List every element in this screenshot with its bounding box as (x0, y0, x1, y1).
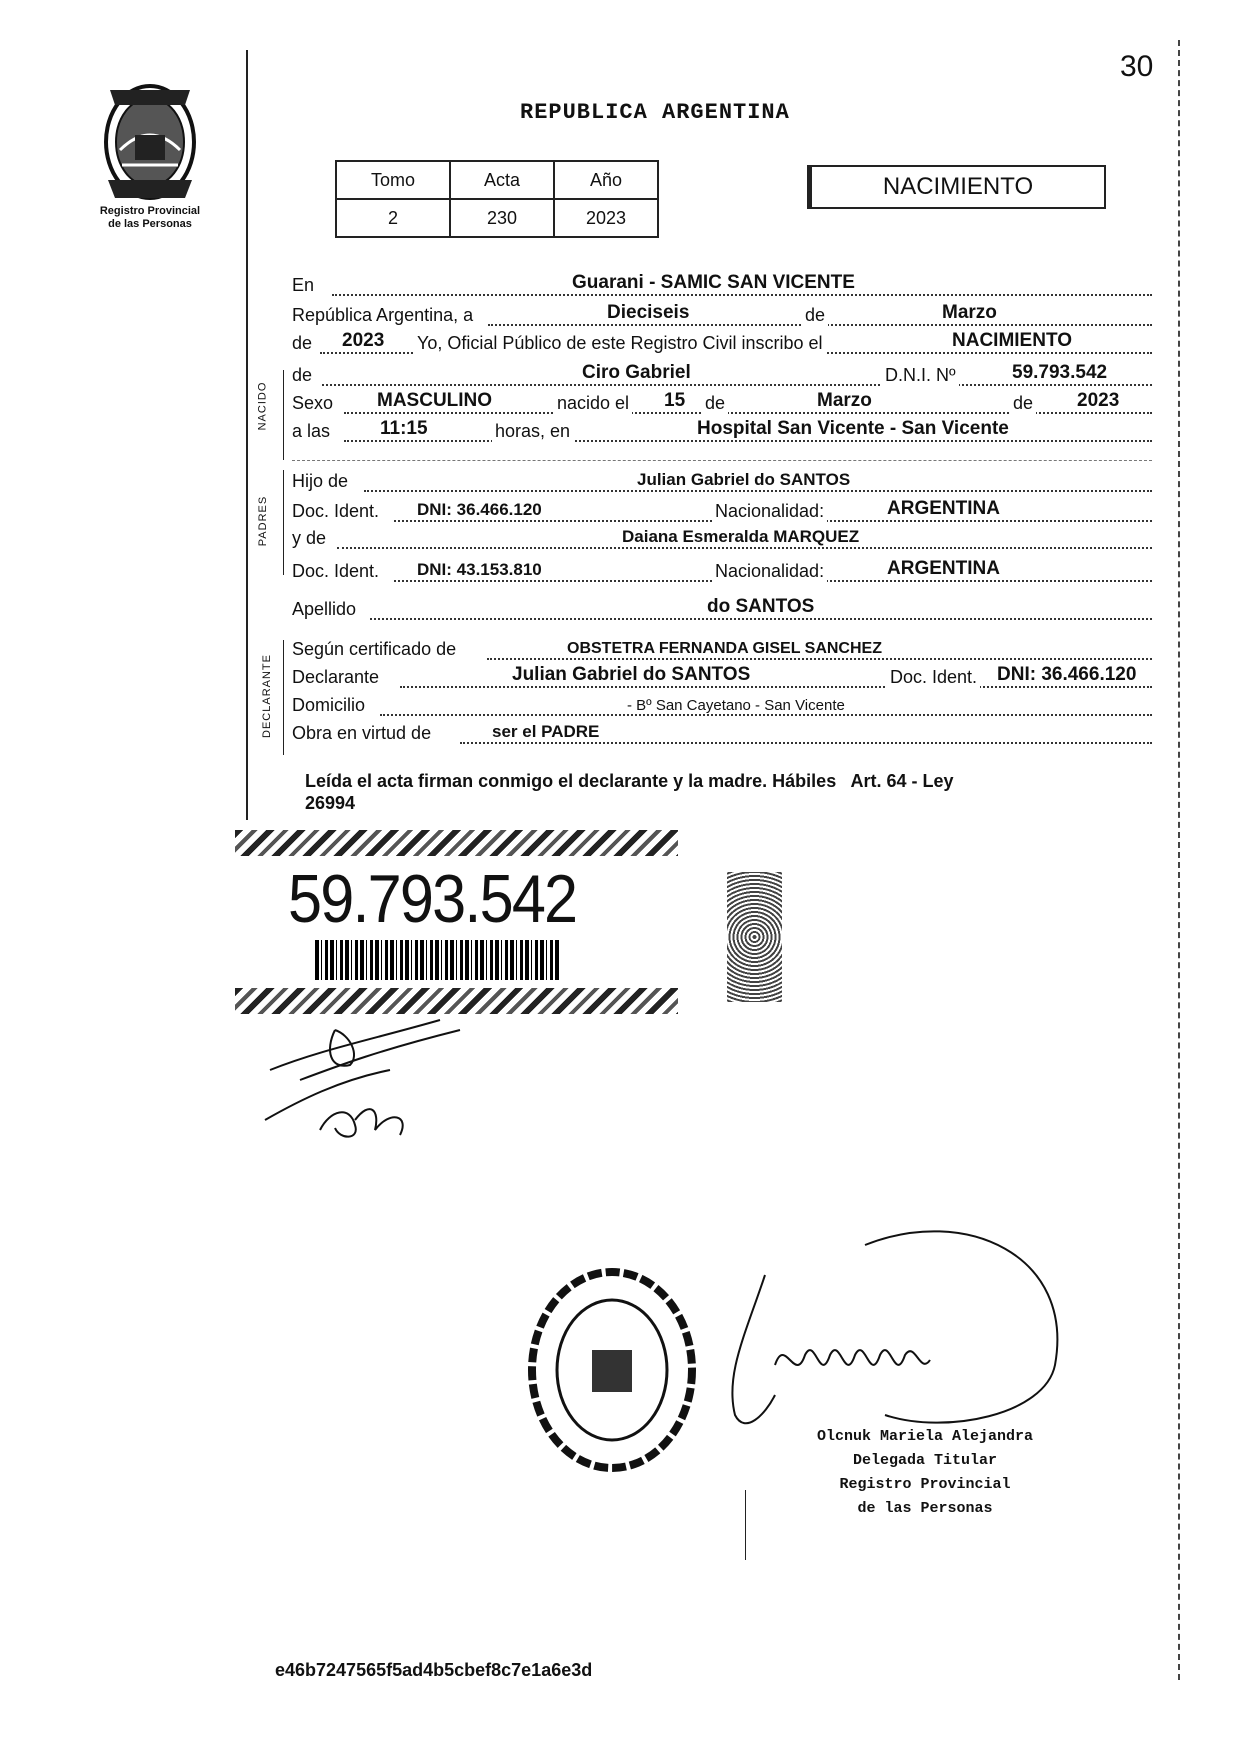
hologram-mark (727, 872, 782, 1002)
label-birth-de2: de (1010, 393, 1036, 414)
record-type-box: NACIMIENTO (810, 165, 1106, 209)
dots (370, 618, 1152, 620)
label-en: En (292, 275, 315, 295)
closing-note (305, 770, 1165, 814)
row-mother (292, 525, 1152, 551)
label-apellido: Apellido (292, 599, 357, 619)
dots (337, 547, 1152, 549)
value-apellido: do SANTOS (707, 596, 815, 617)
label-yo: Yo, Oficial Público de este Registro Civil inscribo el (414, 333, 826, 354)
label-cert: Según certificado de (292, 639, 457, 659)
left-margin-line (246, 50, 248, 820)
signature-tick (745, 1490, 746, 1560)
document-hash: e46b7247565f5ad4b5cbef8c7e1a6e3d (275, 1660, 593, 1680)
value-father: Julian Gabriel do SANTOS (637, 470, 851, 489)
label-horas: horas, en (492, 421, 573, 442)
barcode (315, 940, 560, 980)
officer-org2: de las Personas (857, 1500, 993, 1517)
officer-block (800, 1425, 1050, 1521)
side-bracket-padres (283, 470, 284, 575)
row-hijo (292, 468, 1152, 494)
closing-note-line2: 26994 (305, 793, 356, 813)
value-anio: 2023 (554, 199, 658, 237)
label-decl-doc: Doc. Ident. (887, 667, 980, 688)
label-yde: y de (292, 528, 327, 548)
label-de3: de (292, 365, 313, 385)
label-de: de (802, 305, 828, 326)
value-decl: Julian Gabriel do SANTOS (512, 664, 751, 685)
officer-signature (705, 1215, 1085, 1455)
value-tomo: 2 (336, 199, 450, 237)
label-sexo: Sexo (292, 393, 334, 413)
value-inscribe: NACIMIENTO (952, 330, 1072, 351)
side-bracket-nacido (283, 370, 284, 460)
label-dni: D.N.I. Nº (882, 365, 959, 386)
value-doc1: DNI: 36.466.120 (417, 500, 542, 519)
label-birth-de: de (702, 393, 728, 414)
label-decl: Declarante (292, 667, 380, 687)
label-alas: a las (292, 421, 331, 441)
row-apellido (292, 596, 1152, 622)
row-republica (292, 302, 1152, 328)
value-place: Hospital San Vicente - San Vicente (697, 418, 1009, 439)
right-margin-dashes (1178, 40, 1182, 1680)
label-doc2: Doc. Ident. (292, 561, 380, 581)
dots (487, 658, 1152, 660)
side-label-declarante: DECLARANTE (260, 654, 273, 738)
value-nac2: ARGENTINA (887, 558, 1000, 579)
page-number: 30 (1120, 50, 1154, 83)
dots (364, 490, 1152, 492)
officer-name: Olcnuk Mariela Alejandra (816, 1428, 1034, 1445)
value-time: 11:15 (380, 418, 428, 439)
label-nacido: nacido el (554, 393, 632, 414)
dots (332, 294, 1152, 296)
row-doc2 (292, 558, 1152, 584)
official-stamp (525, 1265, 700, 1475)
side-label-padres: PADRES (257, 495, 270, 547)
label-obra: Obra en virtud de (292, 723, 432, 743)
row-name (292, 362, 1152, 388)
value-year: 2023 (342, 330, 385, 351)
separator-line (292, 460, 1152, 461)
row-year (292, 330, 1152, 356)
header-acta: Acta (450, 161, 554, 199)
row-domicilio (292, 692, 1152, 718)
value-mother: Daiana Esmeralda MARQUEZ (622, 527, 860, 546)
value-month: Marzo (942, 302, 997, 323)
province-seal-icon (90, 80, 210, 205)
value-acta: 230 (450, 199, 554, 237)
value-birth-month: Marzo (817, 390, 872, 411)
value-birth-day: 15 (664, 390, 686, 411)
value-sexo: MASCULINO (377, 390, 493, 411)
header-anio: Año (554, 161, 658, 199)
officer-org1: Registro Provincial (839, 1476, 1011, 1493)
label-nac2: Nacionalidad: (712, 561, 827, 582)
emblem-org-text (80, 205, 220, 231)
row-certificado (292, 636, 1152, 662)
row-en (292, 272, 1152, 298)
closing-note-line1: Leída el acta firman conmigo el declarante y la madre. Hábiles Art. 64 - Ley (305, 771, 954, 791)
label-republica: República Argentina, a (292, 305, 474, 325)
value-nac1: ARGENTINA (887, 498, 1000, 519)
officer-role: Delegada Titular (852, 1452, 998, 1469)
label-de2: de (292, 333, 313, 353)
row-obra (292, 720, 1152, 746)
emblem-org-line2: de las Personas (108, 218, 192, 230)
row-declarante (292, 664, 1152, 690)
dots (460, 742, 1152, 744)
record-table (335, 160, 659, 238)
value-name: Ciro Gabriel (582, 362, 691, 383)
page-title: REPUBLICA ARGENTINA (520, 100, 790, 125)
id-number: 59.793.542 (288, 861, 577, 937)
row-sexo (292, 390, 1152, 416)
row-time (292, 418, 1152, 444)
side-bracket-declarante (283, 640, 284, 755)
value-en: Guarani - SAMIC SAN VICENTE (572, 272, 855, 293)
label-doc1: Doc. Ident. (292, 501, 380, 521)
header-tomo: Tomo (336, 161, 450, 199)
dots (322, 384, 1152, 386)
value-day: Dieciseis (607, 302, 690, 323)
value-birth-year: 2023 (1077, 390, 1120, 411)
label-hijo: Hijo de (292, 471, 349, 491)
security-band-top (235, 830, 678, 856)
emblem-org-line1: Registro Provincial (99, 205, 201, 217)
value-domicilio: - Bº San Cayetano - San Vicente (627, 697, 845, 714)
dots (380, 714, 1152, 716)
dots (344, 440, 1152, 442)
value-doc2: DNI: 43.153.810 (417, 560, 542, 579)
declarant-signature (260, 1010, 490, 1150)
value-decl-doc: DNI: 36.466.120 (997, 664, 1137, 685)
value-dni: 59.793.542 (1012, 362, 1108, 383)
label-domicilio: Domicilio (292, 695, 366, 715)
side-label-nacido: NACIDO (256, 381, 269, 431)
province-emblem (90, 80, 210, 205)
value-obra: ser el PADRE (492, 722, 600, 741)
dots (400, 686, 1152, 688)
row-doc1 (292, 498, 1152, 524)
label-nac1: Nacionalidad: (712, 501, 827, 522)
value-cert: OBSTETRA FERNANDA GISEL SANCHEZ (567, 640, 882, 657)
